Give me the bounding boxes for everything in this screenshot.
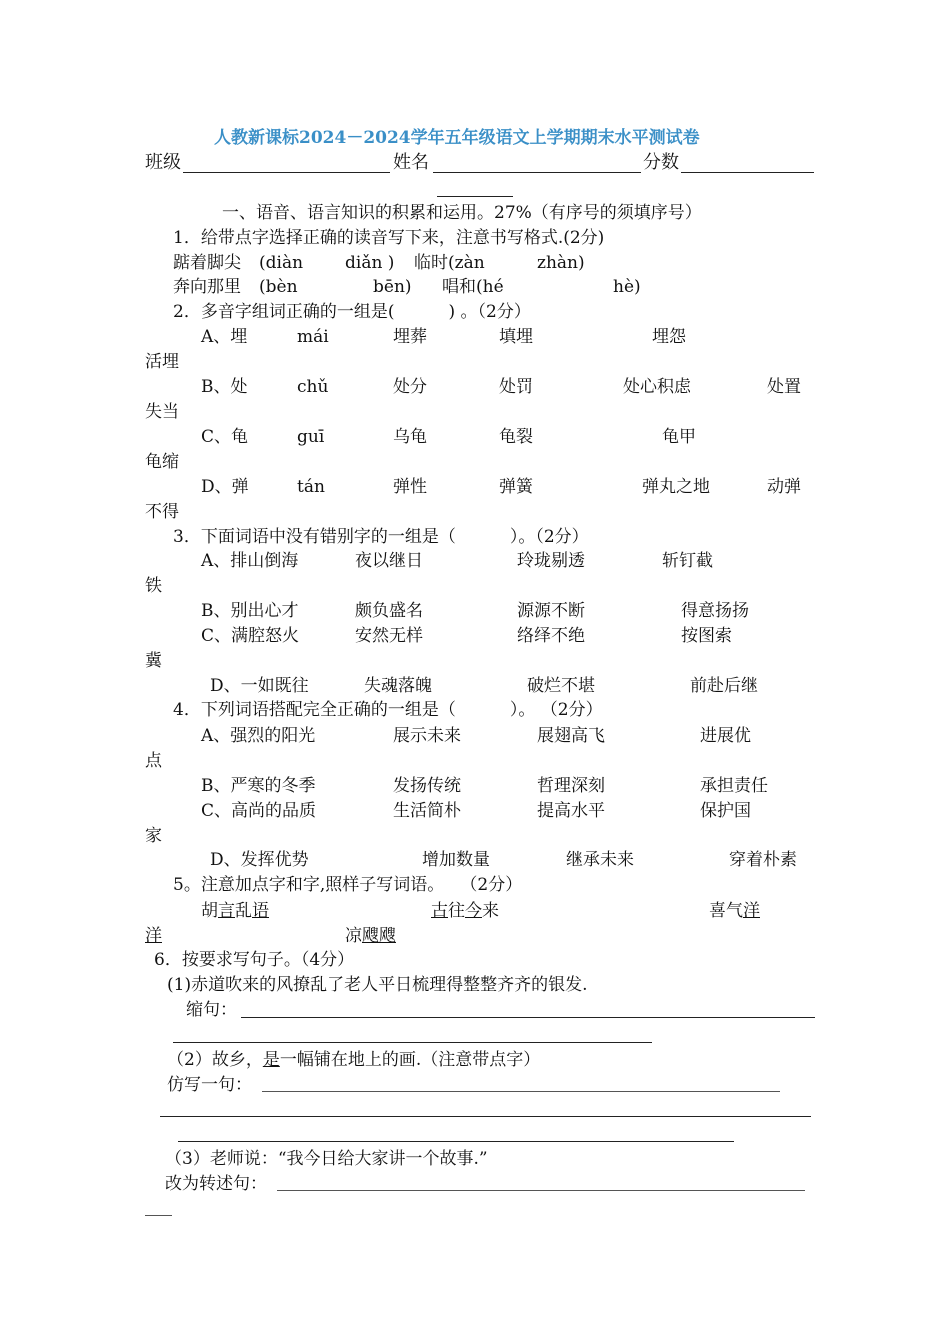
- q4-option-c: 提高水平: [537, 801, 605, 821]
- q2-option-b: 处心积虑: [623, 377, 691, 397]
- q6-sentence-1: (1)赤道吹来的风撩乱了老人平日梳理得整整齐齐的银发.: [167, 975, 588, 995]
- q2-option-c: 龟甲: [662, 427, 696, 447]
- q2-option-a: 活埋: [145, 352, 179, 372]
- q2-option-a: 埋怨: [652, 327, 686, 347]
- q2-option-d: D、弹: [201, 477, 249, 497]
- q3-option-a: 玲珑剔透: [517, 551, 585, 571]
- q2-option-c: 龟缩: [145, 452, 179, 472]
- q1-word-2: 临时(zàn: [414, 253, 485, 273]
- q6-answer-label-2: 仿写一句：: [167, 1075, 252, 1095]
- q2-option-a: 填埋: [499, 327, 533, 347]
- q1-option: zhàn): [537, 253, 585, 273]
- q4-option-c: 生活简朴: [393, 801, 461, 821]
- question-6-stem: 6．按要求写句子。（4分）: [154, 950, 355, 970]
- q4-option-d: 继承未来: [566, 850, 634, 870]
- q6-s2-part: 一幅铺在地上的画.（注意带点字）: [279, 1050, 541, 1070]
- score-field-continued[interactable]: [437, 196, 513, 197]
- q2-option-b: 处置: [767, 377, 801, 397]
- q6-sentence-2: [167, 1049, 540, 1071]
- q5-char: 胡: [201, 901, 218, 921]
- q6-answer-label-3: 改为转述句：: [165, 1174, 267, 1194]
- q6-answer-line-3b[interactable]: [145, 1215, 172, 1216]
- name-label: 姓名: [393, 152, 429, 173]
- q6-answer-line-2[interactable]: [262, 1091, 780, 1092]
- q5-char: 喜气: [709, 901, 743, 921]
- q3-option-a: A、排山倒海: [201, 551, 299, 571]
- q4-option-c: 家: [145, 826, 162, 846]
- q2-option-b: 失当: [145, 402, 179, 422]
- q1-option: hè): [613, 277, 641, 297]
- q2-option-a: A、埋: [201, 327, 248, 347]
- q2-option-a: 埋葬: [393, 327, 427, 347]
- q3-option-c: 安然无样: [355, 626, 423, 646]
- q2-option-d: 弹簧: [499, 477, 533, 497]
- q5-char-marked: 洋: [145, 926, 162, 946]
- score-label: 分数: [643, 152, 679, 173]
- q1-option: diǎn ): [345, 253, 395, 273]
- section-heading: 一、语音、语言知识的积累和运用。27%（有序号的须填序号）: [222, 203, 702, 223]
- q1-word-4: 唱和(hé: [442, 277, 504, 297]
- q4-option-a: 展示未来: [393, 726, 461, 746]
- q2-option-d: 动弹: [767, 477, 801, 497]
- q3-option-c: 络绎不绝: [517, 626, 585, 646]
- q5-char-marked: 今: [465, 901, 482, 921]
- q5-char-marked: 语: [252, 901, 269, 921]
- q2-option-c: guī: [297, 427, 325, 447]
- q6-answer-line-1b[interactable]: [173, 1042, 652, 1043]
- q3-option-b: 颇负盛名: [355, 601, 423, 621]
- q5-char: 来: [482, 901, 499, 921]
- q5-example-4: [345, 925, 396, 947]
- q2-option-d: 不得: [145, 502, 179, 522]
- q4-option-b: 哲理深刻: [537, 776, 605, 796]
- q4-option-b: 承担责任: [700, 776, 768, 796]
- q2-option-b: 处分: [393, 377, 427, 397]
- q1-word-1: 踮着脚尖: [173, 253, 241, 273]
- q6-answer-line-2b[interactable]: [160, 1116, 811, 1117]
- q4-option-b: B、严寒的冬季: [201, 776, 316, 796]
- q6-s2-marked: 是: [262, 1050, 280, 1070]
- q5-char: 凉: [345, 926, 362, 946]
- q2-option-c: 乌龟: [393, 427, 427, 447]
- q4-option-c: 保护国: [700, 801, 751, 821]
- q1-option: (bèn: [259, 277, 298, 297]
- q2-option-b: 处罚: [499, 377, 533, 397]
- q5-char-marked: 古: [431, 901, 448, 921]
- class-field[interactable]: [183, 172, 390, 173]
- q6-answer-line-3[interactable]: [277, 1190, 805, 1191]
- page-title: 人教新课标2024－2024学年五年级语文上学期期末水平测试卷: [214, 128, 700, 148]
- q4-option-a: 展翅高飞: [537, 726, 605, 746]
- q6-sentence-3: （3）老师说：“我今日给大家讲一个故事.”: [165, 1149, 488, 1169]
- q3-option-b: 得意扬扬: [681, 601, 749, 621]
- q2-option-b: chǔ: [297, 377, 329, 397]
- q2-option-a: mái: [297, 327, 329, 347]
- q4-option-a: 点: [145, 751, 162, 771]
- q2-option-b: B、处: [201, 377, 248, 397]
- q4-option-a: A、强烈的阳光: [201, 726, 316, 746]
- q3-option-d: 前赴后继: [690, 676, 758, 696]
- q6-answer-line-1[interactable]: [241, 1017, 815, 1018]
- q2-option-d: 弹性: [393, 477, 427, 497]
- q2-option-c: 龟裂: [499, 427, 533, 447]
- q6-answer-label-1: 缩句：: [186, 1000, 237, 1020]
- q3-option-c: C、满腔怒火: [201, 626, 300, 646]
- q5-char-marked: 飕飕: [362, 926, 396, 946]
- q1-word-3: 奔向那里: [173, 277, 241, 297]
- q3-option-d: 破烂不堪: [527, 676, 595, 696]
- q2-option-d: 弹丸之地: [642, 477, 710, 497]
- question-5-stem: 5。注意加点字和字,照样子写词语。 （2分）: [173, 875, 523, 895]
- q4-option-d: 增加数量: [422, 850, 490, 870]
- q4-option-b: 发扬传统: [393, 776, 461, 796]
- q3-option-a: 斩钉截: [662, 551, 713, 571]
- q6-answer-line-2c[interactable]: [178, 1141, 734, 1142]
- q3-option-a: 铁: [145, 576, 162, 596]
- q3-option-b: B、别出心才: [201, 601, 299, 621]
- name-field[interactable]: [433, 172, 641, 173]
- q6-s2-part: （2）故乡，: [167, 1050, 263, 1070]
- q5-example-2: [431, 900, 499, 922]
- q2-option-d: tán: [297, 477, 325, 497]
- question-4-stem: 4．下列词语搭配完全正确的一组是（ ）。 （2分）: [173, 700, 603, 720]
- q5-example-1: [201, 900, 269, 922]
- q4-option-a: 进展优: [700, 726, 751, 746]
- class-label: 班级: [145, 152, 181, 173]
- question-3-stem: 3．下面词语中没有错别字的一组是（ ）。（2分）: [173, 527, 589, 547]
- q2-option-c: C、龟: [201, 427, 249, 447]
- q3-option-d: 失魂落魄: [364, 676, 432, 696]
- q5-char-marked: 洋: [743, 901, 760, 921]
- q3-option-a: 夜以继日: [355, 551, 423, 571]
- q5-example-3: [709, 900, 760, 922]
- q4-option-c: C、高尚的品质: [201, 801, 317, 821]
- q3-option-c: 冀: [145, 651, 162, 671]
- q4-option-d: 穿着朴素: [729, 850, 797, 870]
- question-1-stem: 1．给带点字选择正确的读音写下来，注意书写格式.(2分): [173, 228, 605, 248]
- q3-option-c: 按图索: [681, 626, 732, 646]
- question-2-stem: 2．多音字组词正确的一组是( ) 。（2分）: [173, 302, 531, 322]
- q3-option-d: D、一如既往: [210, 676, 309, 696]
- q1-option: (diàn: [259, 253, 304, 273]
- q5-char: 往: [448, 901, 465, 921]
- q3-option-b: 源源不断: [517, 601, 585, 621]
- score-field[interactable]: [681, 172, 814, 173]
- q4-option-d: D、发挥优势: [210, 850, 309, 870]
- q5-char: 乱: [235, 901, 252, 921]
- q5-char-marked: 言: [218, 901, 235, 921]
- q1-option: bēn): [373, 277, 412, 297]
